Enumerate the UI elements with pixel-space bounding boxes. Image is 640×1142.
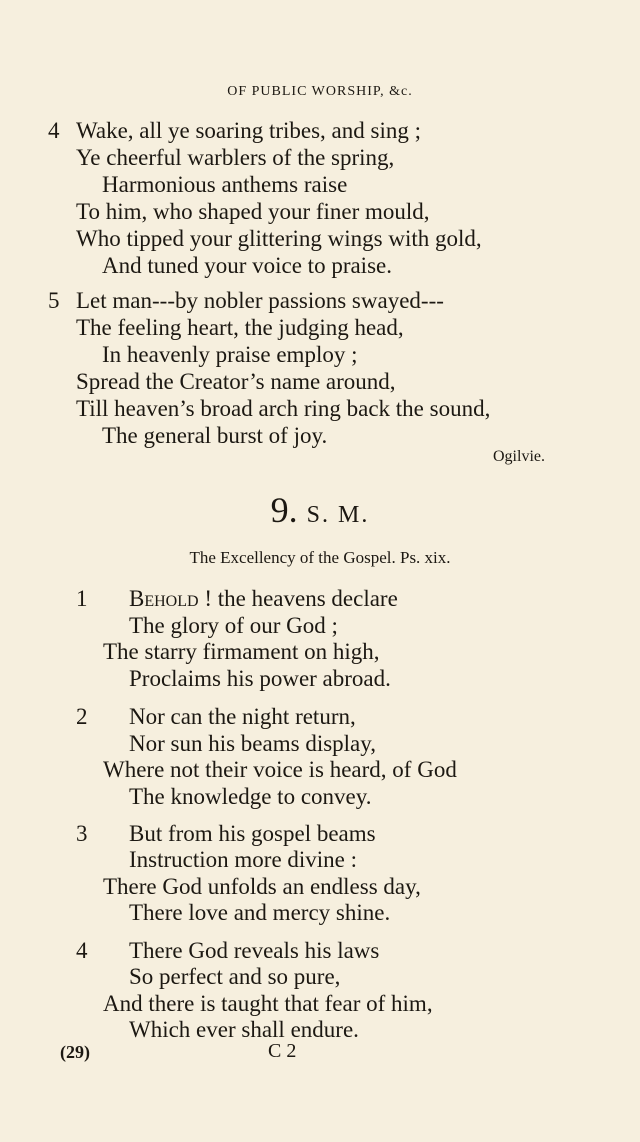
hymn-number: 9. xyxy=(270,490,298,530)
verse-line: To him, who shaped your finer mould, xyxy=(76,199,430,224)
verse-line: The glory of our God ; xyxy=(129,613,338,638)
page-number: (29) xyxy=(60,1042,90,1062)
hymn-meter: S. M. xyxy=(306,502,370,528)
signature-mark: C 2 xyxy=(268,1040,297,1062)
verse-line: Nor can the night return, xyxy=(129,704,356,729)
stanza-number: 1 xyxy=(76,586,88,611)
stanza-number: 2 xyxy=(76,704,88,729)
verse-line: But from his gospel beams xyxy=(129,821,376,846)
verse-line: Ye cheerful warblers of the spring, xyxy=(76,145,395,170)
verse-line: The general burst of joy. xyxy=(102,423,328,448)
verse-line: Where not their voice is heard, of God xyxy=(103,757,457,782)
verse-line: Nor sun his beams display, xyxy=(129,731,377,756)
verse-line: Till heaven’s broad arch ring back the sound, xyxy=(76,396,491,421)
stanza-number: 4 xyxy=(48,118,60,143)
hymn-title xyxy=(0,490,640,535)
hymn-subtitle: The Excellency of the Gospel. Ps. xix. xyxy=(189,548,451,567)
verse-line: Which ever shall endure. xyxy=(129,1017,359,1042)
first-word: Behold xyxy=(129,586,199,611)
verse-line: And tuned your voice to praise. xyxy=(102,253,392,278)
verse-line: Instruction more divine : xyxy=(129,847,358,872)
stanza-number: 3 xyxy=(76,821,88,846)
verse-line xyxy=(129,585,398,613)
verse-line: There God reveals his laws xyxy=(129,938,380,963)
verse-line: The feeling heart, the judging head, xyxy=(76,315,404,340)
verse-line: Spread the Creator’s name around, xyxy=(76,369,396,394)
verse-line: Let man---by nobler passions swayed--- xyxy=(76,288,444,313)
running-head: OF PUBLIC WORSHIP, &c. xyxy=(227,84,413,99)
verse-line: And there is taught that fear of him, xyxy=(103,991,433,1016)
verse-line: In heavenly praise employ ; xyxy=(102,342,358,367)
verse-line: So perfect and so pure, xyxy=(129,964,341,989)
stanza-number: 4 xyxy=(76,938,88,963)
verse-line: The knowledge to convey. xyxy=(129,784,372,809)
author-attribution: Ogilvie. xyxy=(493,448,545,465)
verse-line-rest: ! the heavens declare xyxy=(204,586,398,611)
verse-line: Who tipped your glittering wings with gold, xyxy=(76,226,482,251)
verse-line: Wake, all ye soaring tribes, and sing ; xyxy=(76,118,421,143)
verse-line: Proclaims his power abroad. xyxy=(129,666,391,691)
verse-line: Harmonious anthems raise xyxy=(102,172,348,197)
stanza-number: 5 xyxy=(48,288,60,313)
verse-line: There love and mercy shine. xyxy=(129,900,391,925)
verse-line: There God unfolds an endless day, xyxy=(103,874,421,899)
verse-line: The starry firmament on high, xyxy=(103,639,380,664)
